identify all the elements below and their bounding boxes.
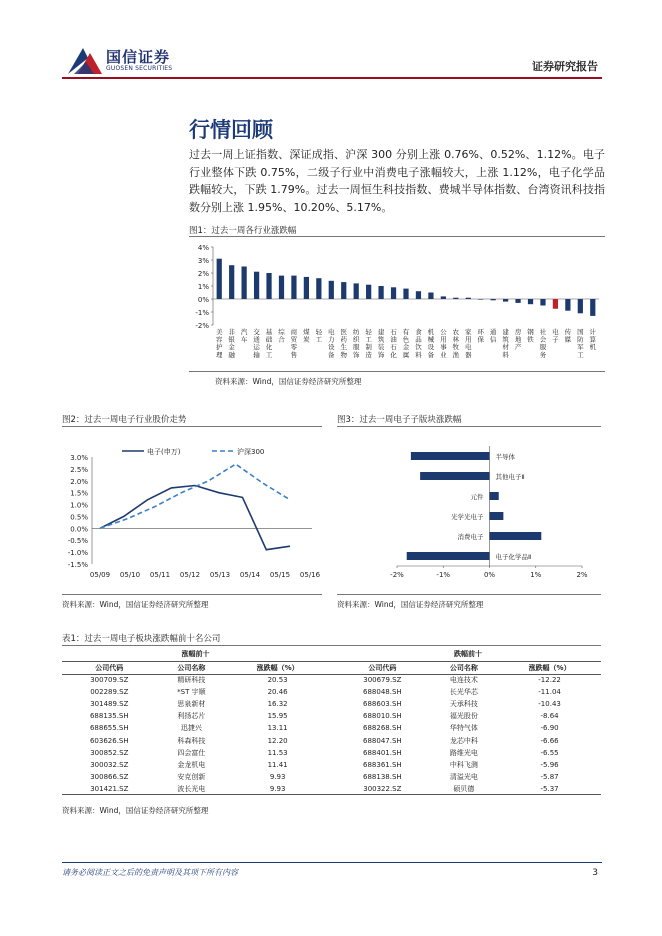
table-row <box>62 759 601 771</box>
legend-label: 沪深300 <box>237 448 265 456</box>
x-tick-label: 国防军工 <box>577 328 584 359</box>
table-cell: 603626.SH <box>89 736 129 745</box>
table-cell: 15.95 <box>267 712 288 721</box>
table-cell: 波长光电 <box>157 783 227 795</box>
category-label: 元件 <box>470 493 484 501</box>
x-tick-label: 05/16 <box>299 571 321 579</box>
table-cell: 688135.SH <box>89 712 129 721</box>
y-tick-label: 4% <box>197 244 209 252</box>
fig2-bottom-rule <box>62 594 322 595</box>
x-tick-label: 食品饮料 <box>415 328 422 359</box>
y-tick-label: -2% <box>195 322 209 330</box>
table-cell: -11.04 <box>538 688 561 697</box>
bar <box>378 286 383 299</box>
table-cell: 电连技术 <box>449 676 478 685</box>
table-cell: 利扬芯片 <box>177 712 206 721</box>
table-cell: 300322.SZ <box>335 783 430 795</box>
table-cell: 688603.SH <box>363 700 402 709</box>
table-cell: -5.37 <box>498 783 601 795</box>
fig1-bar-chart <box>189 238 605 368</box>
y-tick-label: 3.0% <box>70 454 88 462</box>
table-cell: 688047.SH <box>363 736 402 745</box>
bar <box>217 259 222 299</box>
table-cell: 16.32 <box>267 700 288 709</box>
y-tick-label: -0.5% <box>67 537 88 546</box>
table-cell: -5.87 <box>540 772 559 781</box>
bar <box>490 532 542 540</box>
bar <box>291 276 296 299</box>
fig1-bottom-rule <box>189 371 605 372</box>
table-top-rule <box>62 645 601 646</box>
table-cell: 688655.SH <box>89 724 129 733</box>
x-tick-label: 美容护理 <box>215 328 223 359</box>
fig3-title: 图3：过去一周电子子版块涨跌幅 <box>337 415 462 425</box>
table-title: 表1：过去一周电子板块涨跌幅前十名公司 <box>62 634 221 644</box>
x-tick-label: 农林牧渔 <box>452 328 460 359</box>
fig3-rule <box>337 426 601 427</box>
table-row <box>62 771 601 783</box>
x-tick-label: 医药生物 <box>340 328 347 359</box>
table-cell: -6.66 <box>540 736 559 745</box>
table-row <box>62 674 601 686</box>
bar <box>490 512 504 520</box>
bar <box>453 298 458 299</box>
x-tick-label: 建筑材料 <box>502 328 509 359</box>
table-row <box>62 783 601 795</box>
bar <box>590 299 595 316</box>
footer-disclaimer: 请务必阅读正文之后的免责声明及其项下所有内容 <box>62 868 238 877</box>
bar <box>416 291 421 299</box>
col-header: 公司名称 <box>157 661 227 674</box>
bar <box>441 296 446 299</box>
fig2-line-chart <box>62 434 324 592</box>
fig1-title: 图1：过去一周各行业涨跌幅 <box>189 226 297 236</box>
x-tick-label: 商贸零售 <box>290 328 298 359</box>
table-source: 资料来源：Wind，国信证券经济研究所整理 <box>62 806 209 815</box>
footer-divider <box>62 862 602 863</box>
section-title: 行情回顾 <box>189 118 273 142</box>
table-cell: -12.22 <box>538 676 561 685</box>
table-cell: 20.46 <box>267 688 288 697</box>
table-cell: 13.11 <box>267 724 288 733</box>
x-tick-label: 建筑装饰 <box>377 328 385 359</box>
y-tick-label: 2.0% <box>70 477 88 486</box>
table-row <box>62 722 601 734</box>
y-tick-label: -1.5% <box>67 561 88 569</box>
bar <box>578 299 583 313</box>
x-tick-label: 社会服务 <box>539 328 547 359</box>
x-tick-label: 基础化工 <box>265 328 273 359</box>
logo-mark-icon <box>66 44 104 78</box>
table-cell: -5.96 <box>540 760 559 769</box>
x-tick-label: 机械设备 <box>427 328 435 359</box>
category-label: 电子化学品Ⅱ <box>495 553 532 561</box>
x-tick-label: 2% <box>576 571 588 579</box>
fig2-rule <box>62 426 322 427</box>
logo-text-cn: 国信证券 <box>106 48 171 66</box>
bar <box>490 492 499 500</box>
table-row <box>62 686 601 698</box>
y-tick-label: 1% <box>197 283 209 291</box>
table-cell: 华特气体 <box>449 724 478 733</box>
y-tick-label: 2.5% <box>70 465 88 474</box>
table-cell: 20.53 <box>267 676 288 685</box>
group-down-label: 跌幅前十 <box>335 648 601 661</box>
table-cell: 长光华芯 <box>449 688 478 697</box>
table-header-row <box>62 661 601 674</box>
table-cell: 300032.SZ <box>90 760 129 769</box>
x-tick-label: 电力设备 <box>328 328 335 359</box>
y-tick-label: 0% <box>197 296 209 304</box>
x-tick-label: 综合 <box>278 328 285 344</box>
x-tick-label: 非银金融 <box>228 328 235 359</box>
bar <box>553 299 558 309</box>
y-tick-label: 0.0% <box>70 525 88 534</box>
fig2-source: 资料来源：Wind，国信证券经济研究所整理 <box>62 600 209 609</box>
bar <box>366 285 371 299</box>
col-header: 公司代码 <box>335 661 430 674</box>
table-cell: 12.20 <box>267 736 288 745</box>
bar <box>242 267 247 300</box>
table-cell: 四会富仕 <box>177 748 206 757</box>
table-cell: 天承科技 <box>449 700 478 709</box>
table-row <box>62 734 601 746</box>
x-tick-label: 钢铁 <box>527 328 534 344</box>
bar <box>528 299 533 304</box>
fig3-hbar-chart <box>337 434 601 592</box>
table-cell: 科森科技 <box>177 736 206 745</box>
x-tick-label: 05/11 <box>149 571 171 579</box>
bar <box>354 283 359 299</box>
y-tick-label: 1.0% <box>70 501 88 510</box>
x-tick-label: 通信 <box>489 328 497 344</box>
bar <box>329 281 334 299</box>
fig3-source: 资料来源：Wind，国信证券经济研究所整理 <box>337 600 484 609</box>
category-label: 其他电子Ⅱ <box>495 473 525 481</box>
table-cell: 300866.SZ <box>90 772 129 781</box>
y-tick-label: -1.0% <box>67 549 88 558</box>
table-cell: -6.90 <box>540 724 559 733</box>
x-tick-label: 05/12 <box>179 571 201 579</box>
bar <box>478 299 483 300</box>
x-tick-label: 1% <box>530 571 542 579</box>
table-row <box>62 710 601 722</box>
group-up-label: 涨幅前十 <box>62 648 329 661</box>
x-tick-label: 石油石化 <box>390 328 397 359</box>
bar <box>304 277 309 299</box>
series-line <box>100 464 290 528</box>
company-logo <box>66 44 186 78</box>
table-cell: -10.43 <box>538 700 561 709</box>
table-cell: 688401.SH <box>363 748 402 757</box>
top-movers-table <box>62 648 601 795</box>
y-tick-label: 1.5% <box>70 489 88 498</box>
bar <box>391 287 396 299</box>
table-cell: 300709.SZ <box>90 676 129 685</box>
table-cell: 688361.SH <box>363 760 402 769</box>
table-cell: 福光股份 <box>449 712 478 721</box>
summary-paragraph: 过去一周上证指数、深证成指、沪深 300 分别上涨 0.76%、0.52%、1.12%。电子行业整体下跌 0.75%，二级子行业中消费电子涨幅较大，上涨 1.12%，电子化学品跌幅较大，下跌 1.79%。过去一周恒生科技指数、费城半导体指数、台湾资讯科技指数分别上涨 1.95%、10.20%、5.17%。 <box>189 148 605 214</box>
table-cell: 9.93 <box>226 783 329 795</box>
category-label: 消费电子 <box>457 533 484 541</box>
x-tick-label: -2% <box>390 571 404 579</box>
header-divider <box>62 77 602 79</box>
table-cell: 中科飞测 <box>449 760 478 769</box>
col-header: 公司名称 <box>430 661 499 674</box>
table-cell: 301489.SZ <box>90 700 129 709</box>
table-cell: -8.64 <box>540 712 559 721</box>
table-cell: 688048.SH <box>363 688 402 697</box>
bar <box>279 276 284 299</box>
table-cell: 精研科技 <box>177 676 206 685</box>
table-cell: 思泉新材 <box>177 700 206 709</box>
x-tick-label: -1% <box>436 571 451 579</box>
category-label: 光学光电子 <box>451 513 484 521</box>
x-tick-label: 电子 <box>552 328 559 344</box>
table-cell: 硕贝德 <box>430 783 499 795</box>
fig3-bottom-rule <box>337 594 601 595</box>
bar <box>229 265 234 299</box>
y-tick-label: -1% <box>195 309 209 317</box>
col-header: 涨跌幅（%） <box>498 661 601 674</box>
table-cell: 300679.SZ <box>363 676 402 685</box>
logo-text-en: GUOSEN SECURITIES <box>106 65 173 72</box>
fig1-source: 资料来源：Wind，国信证券经济研究所整理 <box>215 377 362 386</box>
table-cell: 路维光电 <box>449 748 478 757</box>
category-label: 半导体 <box>495 453 515 461</box>
col-header: 公司代码 <box>62 661 157 674</box>
x-tick-label: 轻工制造 <box>365 328 372 359</box>
bar <box>428 293 433 300</box>
x-tick-label: 有色金属 <box>402 328 410 359</box>
table-cell: *ST 宇顺 <box>177 688 206 697</box>
x-tick-label: 05/14 <box>239 571 261 579</box>
col-header: 涨跌幅（%） <box>226 661 329 674</box>
bar <box>515 299 520 303</box>
bar <box>491 299 496 300</box>
x-tick-label: 05/10 <box>119 571 141 579</box>
x-tick-label: 煤炭 <box>303 328 310 344</box>
bar <box>266 273 271 299</box>
x-tick-label: 纺织服饰 <box>352 328 360 359</box>
table-cell: 688138.SH <box>363 772 402 781</box>
table-cell: 龙芯中科 <box>449 736 478 745</box>
table-cell: 301421.SZ <box>62 783 157 795</box>
x-tick-label: 05/15 <box>269 571 291 579</box>
x-tick-label: 05/13 <box>209 571 231 579</box>
table-cell: 688268.SH <box>363 724 402 733</box>
table-cell: 002289.SZ <box>90 688 129 697</box>
fig1-rule <box>189 236 605 237</box>
x-tick-label: 05/09 <box>89 571 111 579</box>
table-group-row <box>62 648 601 661</box>
bar <box>466 298 471 299</box>
x-tick-label: 计算机 <box>589 328 597 352</box>
table-cell: 安克创新 <box>177 772 206 781</box>
x-tick-label: 轻工 <box>315 328 323 344</box>
table-cell: 688010.SH <box>363 712 402 721</box>
table-cell: 11.53 <box>267 748 288 757</box>
x-tick-label: 房地产 <box>514 328 522 352</box>
table-row <box>62 698 601 710</box>
bar <box>403 289 408 299</box>
bar <box>254 272 259 299</box>
table-cell: 清溢光电 <box>449 772 478 781</box>
bar <box>341 282 346 299</box>
bar <box>420 472 489 480</box>
table-cell: 金龙机电 <box>177 760 206 769</box>
page-number: 3 <box>592 868 598 878</box>
table-cell: -6.55 <box>540 748 559 757</box>
x-tick-label: 传媒 <box>564 328 572 344</box>
report-type-label: 证券研究报告 <box>532 60 598 73</box>
y-tick-label: 3% <box>197 257 209 265</box>
x-tick-label: 环保 <box>477 328 484 344</box>
bar <box>503 299 508 302</box>
bar <box>540 299 545 306</box>
table-row <box>62 747 601 759</box>
x-tick-label: 公用事业 <box>440 328 447 359</box>
x-tick-label: 汽车 <box>240 328 248 344</box>
x-tick-label: 家用电器 <box>465 328 472 359</box>
bar <box>316 278 321 299</box>
table-cell: 迅捷兴 <box>180 724 202 733</box>
fig2-title: 图2：过去一周电子行业股价走势 <box>62 415 187 425</box>
y-tick-label: 2% <box>197 270 209 278</box>
table-cell: 11.41 <box>267 760 288 769</box>
series-line <box>100 486 290 550</box>
bar <box>565 299 570 311</box>
bar <box>411 452 490 460</box>
legend-label: 电子(申万) <box>147 448 181 456</box>
x-tick-label: 交通运输 <box>253 328 260 359</box>
bar <box>407 552 490 560</box>
y-tick-label: 0.5% <box>70 513 88 522</box>
table-cell: 9.93 <box>269 772 286 781</box>
x-tick-label: 0% <box>483 571 496 579</box>
table-cell: 300852.SZ <box>90 748 129 757</box>
